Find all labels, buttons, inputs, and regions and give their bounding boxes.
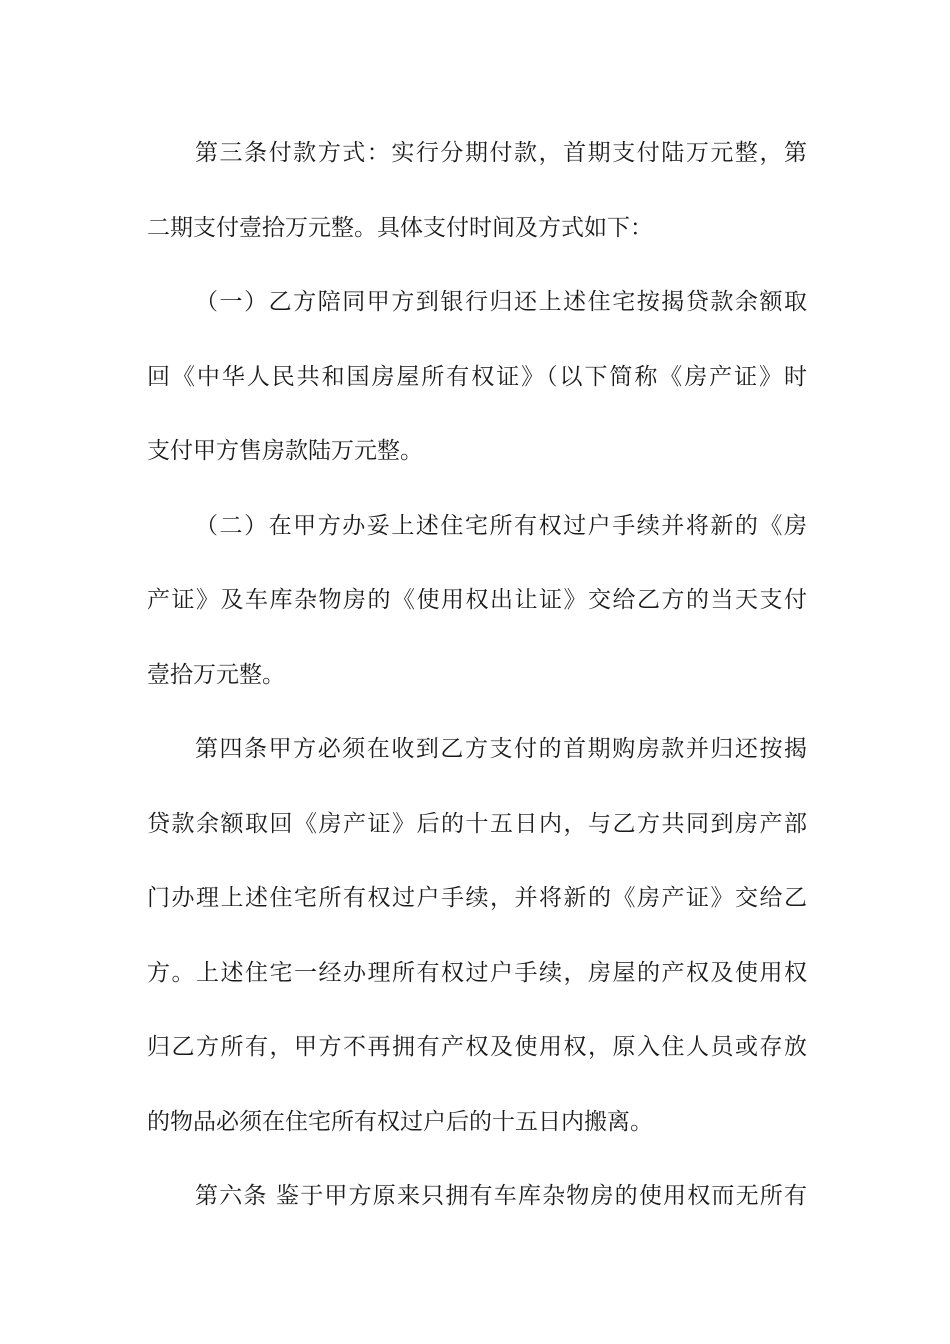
text-line-10: 贷款余额取回《房产证》后的十五日内，与乙方共同到房产部 (147, 811, 807, 837)
text-line-11: 门办理上述住宅所有权过户手续，并将新的《房产证》交给乙 (147, 885, 807, 911)
text-line-13: 归乙方所有，甲方不再拥有产权及使用权，原入住人员或存放 (147, 1034, 807, 1060)
text-line-15: 第六条 鉴于甲方原来只拥有车库杂物房的使用权而无所有 (195, 1183, 807, 1209)
text-line-5: 支付甲方售房款陆万元整。 (147, 438, 423, 464)
text-line-2: 二期支付壹拾万元整。具体支付时间及方式如下： (147, 215, 653, 241)
text-line-9: 第四条甲方必须在收到乙方支付的首期购房款并归还按揭 (195, 736, 807, 762)
text-line-4: 回《中华人民共和国房屋所有权证》（以下简称《房产证》时 (147, 364, 807, 390)
text-line-7: 产证》及车库杂物房的《使用权出让证》交给乙方的当天支付 (147, 587, 807, 613)
text-line-12: 方。上述住宅一经办理所有权过户手续，房屋的产权及使用权 (147, 960, 807, 986)
text-line-3: （一）乙方陪同甲方到银行归还上述住宅按揭贷款余额取 (195, 289, 807, 315)
text-line-14: 的物品必须在住宅所有权过户后的十五日内搬离。 (147, 1109, 653, 1135)
text-line-8: 壹拾万元整。 (147, 662, 285, 688)
text-line-1: 第三条付款方式：实行分期付款，首期支付陆万元整，第 (195, 140, 807, 166)
text-line-6: （二）在甲方办妥上述住宅所有权过户手续并将新的《房 (195, 513, 807, 539)
